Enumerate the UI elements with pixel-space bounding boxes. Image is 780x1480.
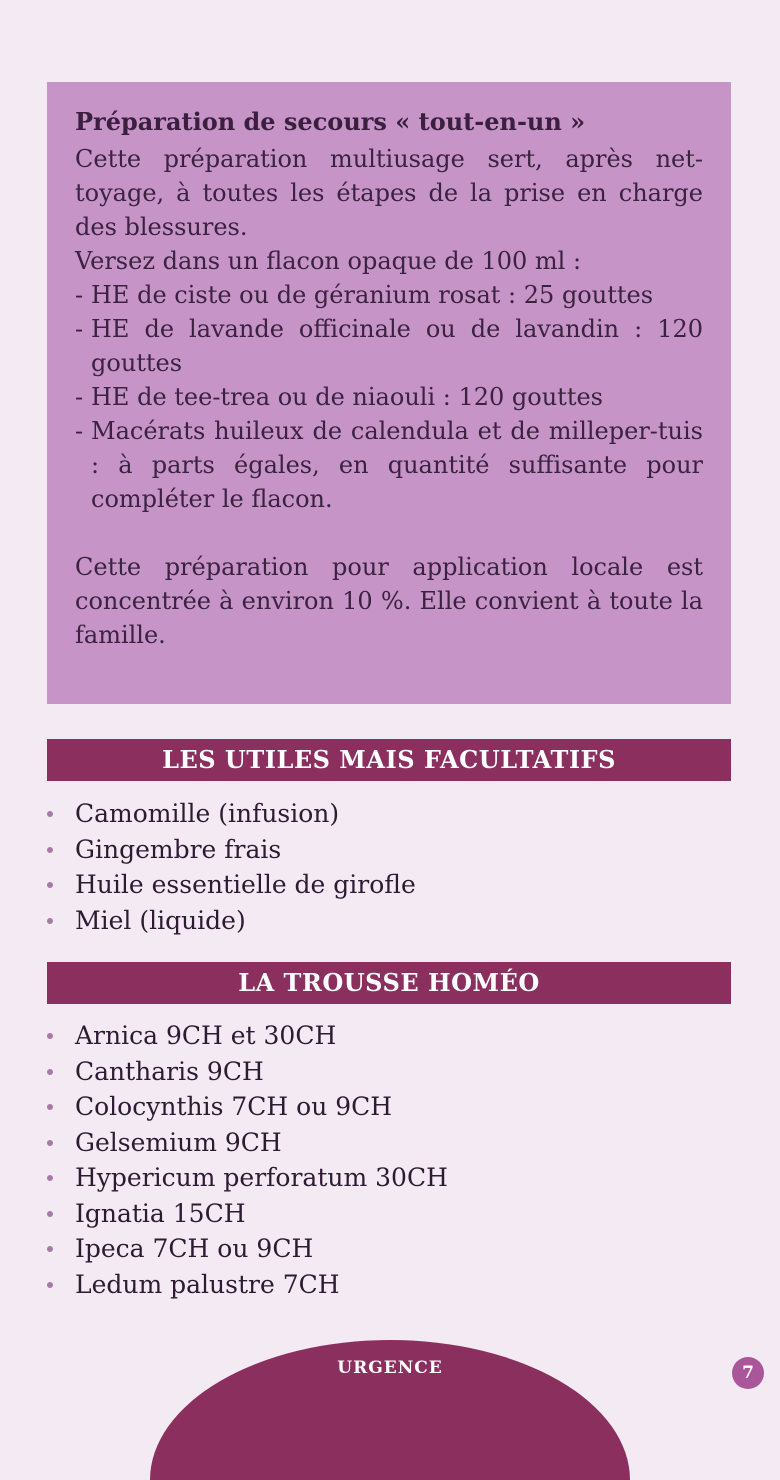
recipe-box xyxy=(47,82,731,704)
optional-list xyxy=(47,796,731,938)
list-item xyxy=(47,1196,731,1232)
ingredient-list xyxy=(75,278,703,516)
list-item xyxy=(47,1125,731,1161)
bullet-icon xyxy=(47,1104,53,1110)
list-item-label: Arnica 9CH et 30CH xyxy=(75,1021,337,1050)
list-item-label: Ignatia 15CH xyxy=(75,1198,246,1228)
list-item xyxy=(47,1054,731,1090)
recipe-title: Préparation de secours « tout-en-un » xyxy=(75,107,586,136)
bullet-icon xyxy=(47,811,53,817)
bullet-icon xyxy=(47,882,53,888)
bullet-icon xyxy=(47,1175,53,1181)
list-item-label: Huile essentielle de girofle xyxy=(75,870,416,899)
recipe-intro: Cette préparation multiusage sert, après net-toyage, à toutes les étapes de la prise en charge des blessures. xyxy=(75,145,703,241)
bullet-icon xyxy=(47,1140,53,1146)
list-item-label: Camomille (infusion) xyxy=(75,799,340,828)
recipe-instruction: Versez dans un flacon opaque de 100 ml : xyxy=(75,247,582,275)
list-item-label: Miel (liquide) xyxy=(75,905,246,935)
bullet-icon xyxy=(47,1211,53,1217)
list-item xyxy=(47,1231,731,1267)
list-item-label: Cantharis 9CH xyxy=(75,1056,264,1086)
list-item xyxy=(47,1267,731,1303)
ingredient-item: - HE de tee-trea ou de niaouli : 120 gouttes xyxy=(75,380,703,414)
list-item xyxy=(47,1160,731,1196)
list-item-label: Gelsemium 9CH xyxy=(75,1127,282,1157)
bullet-icon xyxy=(47,1282,53,1288)
list-item-label: Ledum palustre 7CH xyxy=(75,1269,340,1299)
list-item xyxy=(47,1018,731,1054)
footer-section-label: URGENCE xyxy=(337,1358,443,1378)
ingredient-item: - HE de lavande officinale ou de lavandin : 120 gouttes xyxy=(75,312,703,380)
recipe-note: Cette préparation pour application locale est concentrée à environ 10 %. Elle convient à toute la famille. xyxy=(75,553,703,649)
ingredient-item: - Macérats huileux de calendula et de milleper-tuis : à parts égales, en quantité suffisante pour compléter le flacon. xyxy=(75,414,703,516)
bullet-icon xyxy=(47,918,53,924)
bullet-icon xyxy=(47,847,53,853)
optional-section-heading: LES UTILES MAIS FACULTATIFS xyxy=(47,739,731,781)
homeo-list xyxy=(47,1018,731,1302)
bullet-icon xyxy=(47,1069,53,1075)
list-item xyxy=(47,1089,731,1125)
list-item-label: Gingembre frais xyxy=(75,834,282,864)
list-item xyxy=(47,796,731,832)
page-number: 7 xyxy=(732,1357,764,1389)
homeo-section-heading: LA TROUSSE HOMÉO xyxy=(47,962,731,1004)
ingredient-item: - HE de ciste ou de géranium rosat : 25 gouttes xyxy=(75,278,703,312)
list-item-label: Ipeca 7CH ou 9CH xyxy=(75,1234,314,1263)
list-item xyxy=(47,903,731,939)
list-item xyxy=(47,832,731,868)
bullet-icon xyxy=(47,1246,53,1252)
list-item xyxy=(47,867,731,903)
bullet-icon xyxy=(47,1033,53,1039)
list-item-label: Hypericum perforatum 30CH xyxy=(75,1163,448,1192)
list-item-label: Colocynthis 7CH ou 9CH xyxy=(75,1092,393,1121)
